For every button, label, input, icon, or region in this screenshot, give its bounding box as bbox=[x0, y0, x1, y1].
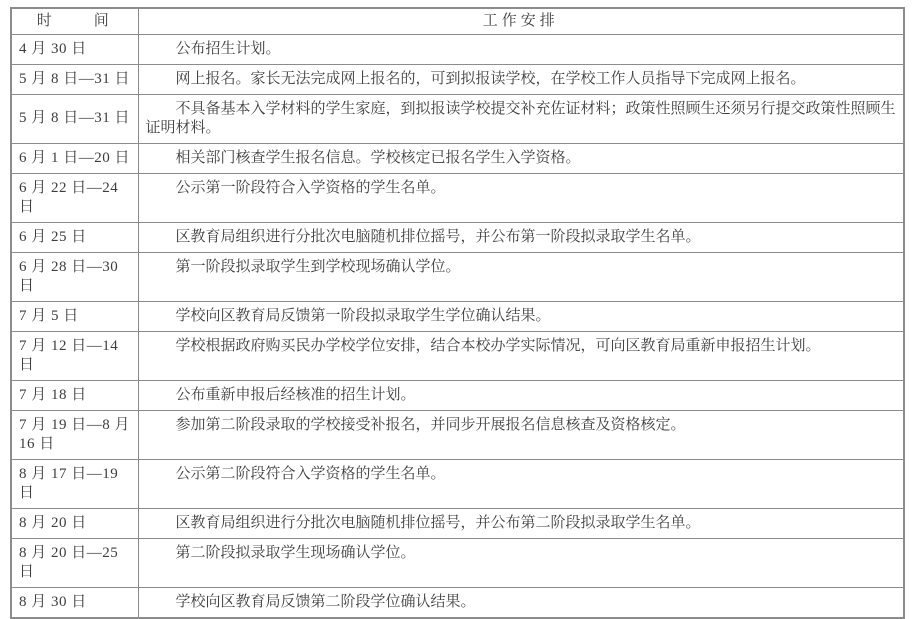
time-cell: 6 月 25 日 bbox=[11, 222, 138, 252]
table-row bbox=[11, 587, 904, 618]
time-cell: 6 月 28 日—30 日 bbox=[11, 252, 138, 301]
table-row bbox=[11, 252, 904, 301]
time-cell: 8 月 20 日—25 日 bbox=[11, 538, 138, 587]
work-cell: 区教育局组织进行分批次电脑随机排位摇号，并公布第一阶段拟录取学生名单。 bbox=[138, 222, 904, 252]
table-row bbox=[11, 410, 904, 459]
time-cell: 7 月 12 日—14 日 bbox=[11, 331, 138, 380]
time-cell: 6 月 22 日—24 日 bbox=[11, 173, 138, 222]
time-cell: 5 月 8 日—31 日 bbox=[11, 94, 138, 143]
table-row bbox=[11, 34, 904, 64]
column-header-work: 工作安排 bbox=[138, 8, 904, 34]
column-header-time: 时 间 bbox=[11, 8, 138, 34]
table-row bbox=[11, 301, 904, 331]
table-row bbox=[11, 459, 904, 508]
work-cell: 第一阶段拟录取学生到学校现场确认学位。 bbox=[138, 252, 904, 301]
work-cell: 相关部门核查学生报名信息。学校核定已报名学生入学资格。 bbox=[138, 143, 904, 173]
work-cell: 公布重新申报后经核准的招生计划。 bbox=[138, 380, 904, 410]
work-cell: 学校根据政府购买民办学校学位安排，结合本校办学实际情况，可向区教育局重新申报招生计划。 bbox=[138, 331, 904, 380]
work-cell: 网上报名。家长无法完成网上报名的，可到拟报读学校，在学校工作人员指导下完成网上报名。 bbox=[138, 64, 904, 94]
time-cell: 5 月 8 日—31 日 bbox=[11, 64, 138, 94]
work-cell: 参加第二阶段录取的学校接受补报名，并同步开展报名信息核查及资格核定。 bbox=[138, 410, 904, 459]
work-cell: 不具备基本入学材料的学生家庭，到拟报读学校提交补充佐证材料；政策性照顾生还须另行提交政策性照顾生证明材料。 bbox=[138, 94, 904, 143]
time-cell: 7 月 18 日 bbox=[11, 380, 138, 410]
work-cell: 第二阶段拟录取学生现场确认学位。 bbox=[138, 538, 904, 587]
work-cell: 区教育局组织进行分批次电脑随机排位摇号，并公布第二阶段拟录取学生名单。 bbox=[138, 508, 904, 538]
work-cell: 公示第二阶段符合入学资格的学生名单。 bbox=[138, 459, 904, 508]
table-row bbox=[11, 508, 904, 538]
table-row bbox=[11, 331, 904, 380]
time-cell: 7 月 19 日—8 月 16 日 bbox=[11, 410, 138, 459]
table-row bbox=[11, 143, 904, 173]
time-cell: 7 月 5 日 bbox=[11, 301, 138, 331]
time-cell: 8 月 20 日 bbox=[11, 508, 138, 538]
table-row bbox=[11, 64, 904, 94]
header-row bbox=[11, 8, 904, 34]
schedule-table bbox=[10, 7, 905, 619]
time-cell: 8 月 30 日 bbox=[11, 587, 138, 618]
time-cell: 8 月 17 日—19 日 bbox=[11, 459, 138, 508]
table-row bbox=[11, 222, 904, 252]
table-row bbox=[11, 538, 904, 587]
time-cell: 4 月 30 日 bbox=[11, 34, 138, 64]
schedule-table-body bbox=[11, 34, 904, 618]
table-row bbox=[11, 94, 904, 143]
table-row bbox=[11, 380, 904, 410]
work-cell: 公示第一阶段符合入学资格的学生名单。 bbox=[138, 173, 904, 222]
work-cell: 公布招生计划。 bbox=[138, 34, 904, 64]
work-cell: 学校向区教育局反馈第一阶段拟录取学生学位确认结果。 bbox=[138, 301, 904, 331]
time-cell: 6 月 1 日—20 日 bbox=[11, 143, 138, 173]
work-cell: 学校向区教育局反馈第二阶段学位确认结果。 bbox=[138, 587, 904, 618]
table-row bbox=[11, 173, 904, 222]
